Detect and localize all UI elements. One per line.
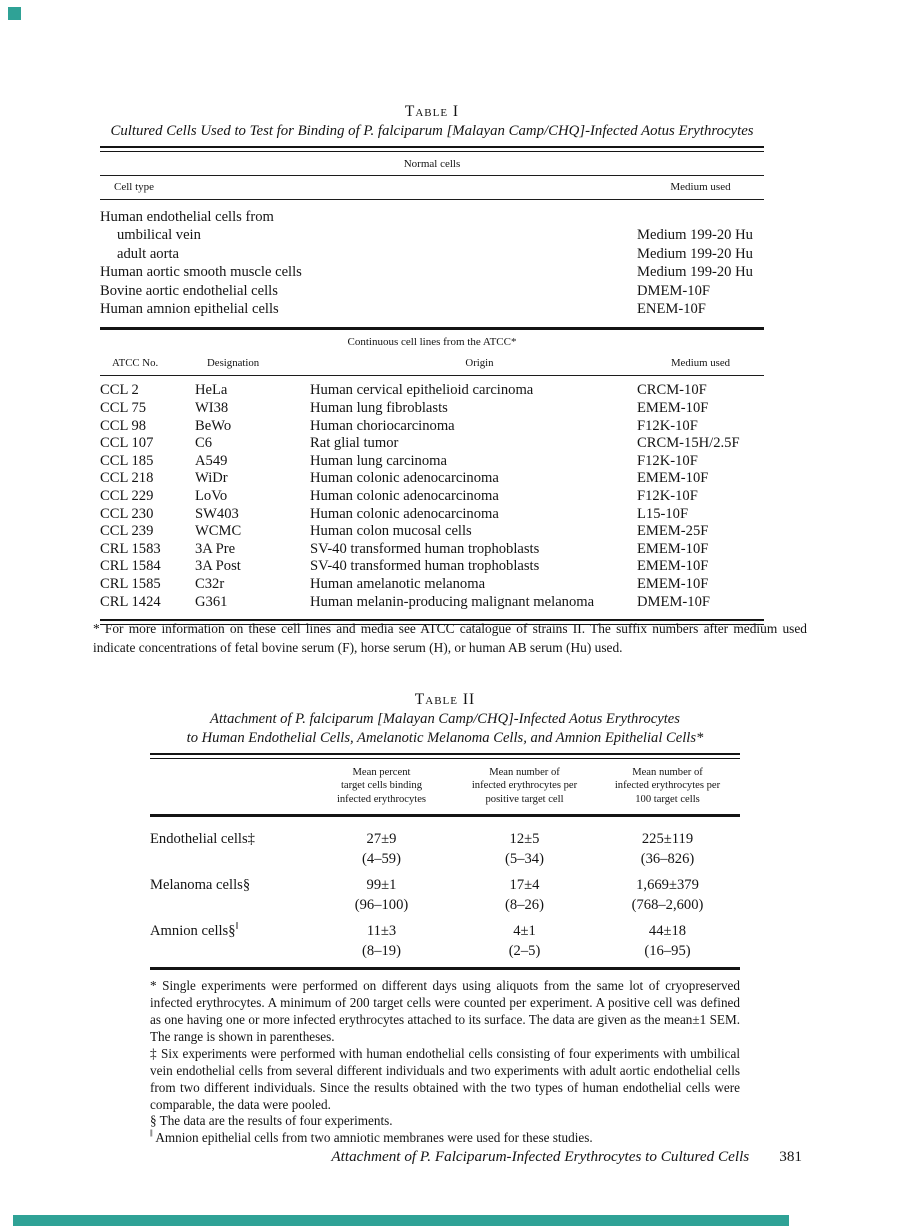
origin: Human colonic adenocarcinoma [310,505,499,522]
medium-value [637,208,764,226]
origin: Human lung carcinoma [310,452,447,469]
table2-rows [150,817,740,961]
origin: SV-40 transformed human trophoblasts [310,540,540,557]
table-row [100,488,764,506]
footer-page-number: 381 [779,1148,802,1165]
atcc-no: CCL 98 [100,417,147,434]
cell-type: Human amnion epithelial cells [100,301,279,318]
table-row [150,829,740,869]
header-line: infected erythrocytes per [614,780,721,792]
scan-mark-bottom-bar [13,1215,789,1226]
atcc-no: CCL 229 [100,488,154,504]
origin: Human colonic adenocarcinoma [310,470,499,487]
medium-value: F12K-10F [637,452,698,469]
cell-type: Human endothelial cells from [100,209,274,225]
atcc-no: CCL 218 [100,470,154,487]
table-row [100,470,764,488]
table-row [100,300,764,318]
header-line: infected erythrocytes [336,793,427,805]
medium-value: Medium 199-20 Hu [637,245,753,262]
table-row [150,875,740,915]
range-value: (768–2,600) [631,897,704,914]
value-cell [310,829,453,869]
table2-col-header-1 [310,766,453,806]
designation: C6 [195,435,213,452]
value-cell [453,829,596,869]
origin: Human choriocarcinoma [310,417,455,434]
footnote-parallel: ‖ Amnion epithelial cells from two amniotic membranes were used for these studies. [150,1128,593,1146]
atcc-no: CRL 1585 [100,575,161,592]
cell-type: Bovine aortic endothelial cells [100,282,278,299]
table-row [100,435,764,453]
medium-value: EMEM-10F [637,470,709,487]
continuous-header-origin: Origin [465,357,494,370]
mean-value: 1,669±379 [636,877,699,894]
atcc-no: CCL 230 [100,505,154,522]
origin: SV-40 transformed human trophoblasts [310,558,540,575]
designation: HeLa [195,382,228,399]
atcc-no: CCL 75 [100,400,147,417]
table-row [100,400,764,418]
designation: BeWo [195,417,232,434]
table2-subtitle-line1: Attachment of P. falciparum [Malayan Camp/CHQ]-Infected Aotus Erythrocytes [210,711,680,727]
row-label: Endothelial cells‡ [150,831,255,848]
table-row [100,418,764,436]
table1 [100,103,764,625]
value-cell [596,921,739,961]
medium-value: CRCM-15H/2.5F [637,435,740,452]
mean-value: 4±1 [513,923,536,940]
atcc-no: CCL 2 [100,382,139,399]
origin: Rat glial tumor [310,435,399,452]
table2-caption: Table II [414,691,476,708]
normal-cells-header-cell-type: Cell type [114,181,155,193]
medium-value: Medium 199-20 Hu [637,227,753,244]
medium-value: CRCM-10F [637,382,707,399]
designation: SW403 [195,505,239,522]
mean-value: 27±9 [366,831,397,848]
designation: 3A Pre [195,540,236,557]
value-cell [310,921,453,961]
atcc-no: CCL 107 [100,435,154,452]
row-label: Amnion cells§‖ [150,921,239,940]
range-value: (2–5) [508,943,541,960]
table-row [100,576,764,594]
designation: C32r [195,575,225,592]
medium-value: EMEM-25F [637,523,709,540]
footer-running-title: Attachment of P. Falciparum-Infected Erythrocytes to Cultured Cells [331,1148,750,1165]
atcc-no: CCL 239 [100,523,154,540]
normal-cells-rows [100,200,764,327]
value-cell [596,829,739,869]
atcc-no: CRL 1584 [100,558,161,575]
origin: Human melanin-producing malignant melanoma [310,593,595,610]
table-row [100,558,764,576]
table1-subtitle: Cultured Cells Used to Test for Binding of P. falciparum [Malayan Camp/CHQ]-Infected Aotus Erythrocytes [110,123,754,139]
atcc-no: CRL 1583 [100,540,161,557]
medium-value: EMEM-10F [637,558,709,575]
header-line: positive target cell [485,793,564,805]
header-line: Mean number of [489,767,560,778]
table-row [100,523,764,541]
header-line: target cells binding [340,780,422,792]
medium-value: DMEM-10F [637,593,710,610]
table-row [100,245,764,263]
footnote-asterisk: * Single experiments were performed on different days using aliquots from the same lot of cryopreserved infected erythrocytes. A minimum of 200 target cells were counted per experiment. A positive cell was defined as one having one or more infected erythrocytes attached to its surface. The data are given as the mean±1 SEM. The range is shown in parentheses. [150,978,740,1044]
medium-value: DMEM-10F [637,282,710,299]
footnote-double-dagger: ‡ Six experiments were performed with human endothelial cells consisting of four experiments with umbilical vein endothelial cells from several different individuals and two experiments with adult aortic endothelial cells from two different individuals. Since the results obtained with the two types of human endothelial cells were comparable, the data were pooled. [150,1045,740,1112]
table-row [100,282,764,300]
page-footer [331,1148,802,1166]
range-value: (96–100) [354,897,409,914]
table2-footnotes [150,978,740,1147]
value-cell [310,875,453,915]
origin: Human colonic adenocarcinoma [310,488,499,504]
table-row [100,453,764,471]
table2-col-header-3 [596,766,739,806]
continuous-rows [100,376,764,619]
designation: G361 [195,593,228,610]
footnote-section: § The data are the results of four experiments. [150,1113,393,1129]
table-row [100,506,764,524]
normal-cells-header-row [100,176,764,199]
table-row [100,263,764,281]
continuous-header-medium: Medium used [670,357,731,370]
atcc-no: CRL 1424 [100,593,161,610]
table-row [100,382,764,400]
range-value: (8–26) [505,897,544,914]
header-line: infected erythrocytes per [471,780,578,792]
scan-mark-top-left [8,7,21,20]
designation: LoVo [195,488,228,504]
medium-value: ENEM-10F [637,301,706,318]
medium-value: F12K-10F [637,488,698,504]
medium-value: EMEM-10F [637,400,709,417]
medium-value: Medium 199-20 Hu [637,264,753,281]
table-row [100,594,764,612]
value-cell [596,875,739,915]
value-cell [453,875,596,915]
designation: WCMC [195,523,242,540]
range-value: (8–19) [362,943,401,960]
mean-value: 12±5 [509,831,540,848]
cell-type: Human aortic smooth muscle cells [100,264,302,281]
value-cell [453,921,596,961]
range-value: (36–826) [640,851,695,868]
designation: 3A Post [195,558,241,575]
origin: Human colon mucosal cells [310,523,472,540]
header-line: Mean percent [352,767,411,778]
mean-value: 225±119 [641,831,694,848]
designation: WI38 [195,400,229,417]
header-line: 100 target cells [635,793,700,805]
table2-bottom-rule [150,967,740,970]
table-row [150,921,740,961]
mean-value: 99±1 [366,877,397,894]
continuous-header-designation: Designation [207,357,260,370]
designation: WiDr [195,470,228,487]
origin: Human cervical epithelioid carcinoma [310,382,534,399]
medium-value: EMEM-10F [637,540,709,557]
continuous-header-atcc: ATCC No. [112,357,159,370]
cell-type: umbilical vein [117,227,201,244]
atcc-no: CCL 185 [100,452,154,469]
origin: Human amelanotic melanoma [310,575,486,592]
table-row [100,541,764,559]
range-value: (16–95) [644,943,691,960]
continuous-header-row [100,353,764,375]
cell-type: adult aorta [117,245,179,262]
designation: A549 [195,452,228,469]
table2-header-row [150,759,740,814]
mean-value: 11±3 [366,923,397,940]
continuous-section-label: Continuous cell lines from the ATCC* [347,336,517,349]
table2 [150,691,740,1147]
origin: Human lung fibroblasts [310,400,448,417]
normal-cells-section-label: Normal cells [403,158,461,170]
range-value: (5–34) [505,851,544,868]
row-label: Melanoma cells§ [150,877,251,894]
header-line: Mean number of [632,767,703,778]
normal-cells-header-medium: Medium used [670,181,731,193]
table-row [100,208,764,226]
table1-footnote: * For more information on these cell lines and media see ATCC catalogue of strains II. The suffix numbers after medium used indicate concentrations of fetal bovine serum (F), horse serum (H), or human AB serum (Hu) used. [93,621,807,655]
medium-value: F12K-10F [637,417,698,434]
medium-value: L15-10F [637,505,689,522]
table2-col-header-2 [453,766,596,806]
table1-caption: Table I [404,103,460,120]
medium-value: EMEM-10F [637,575,709,592]
table2-subtitle-line2: to Human Endothelial Cells, Amelanotic Melanoma Cells, and Amnion Epithelial Cells* [186,730,704,746]
mean-value: 17±4 [509,877,540,894]
mean-value: 44±18 [648,923,687,940]
table-row [100,226,764,244]
range-value: (4–59) [362,851,401,868]
table2-header-spacer [150,766,310,806]
